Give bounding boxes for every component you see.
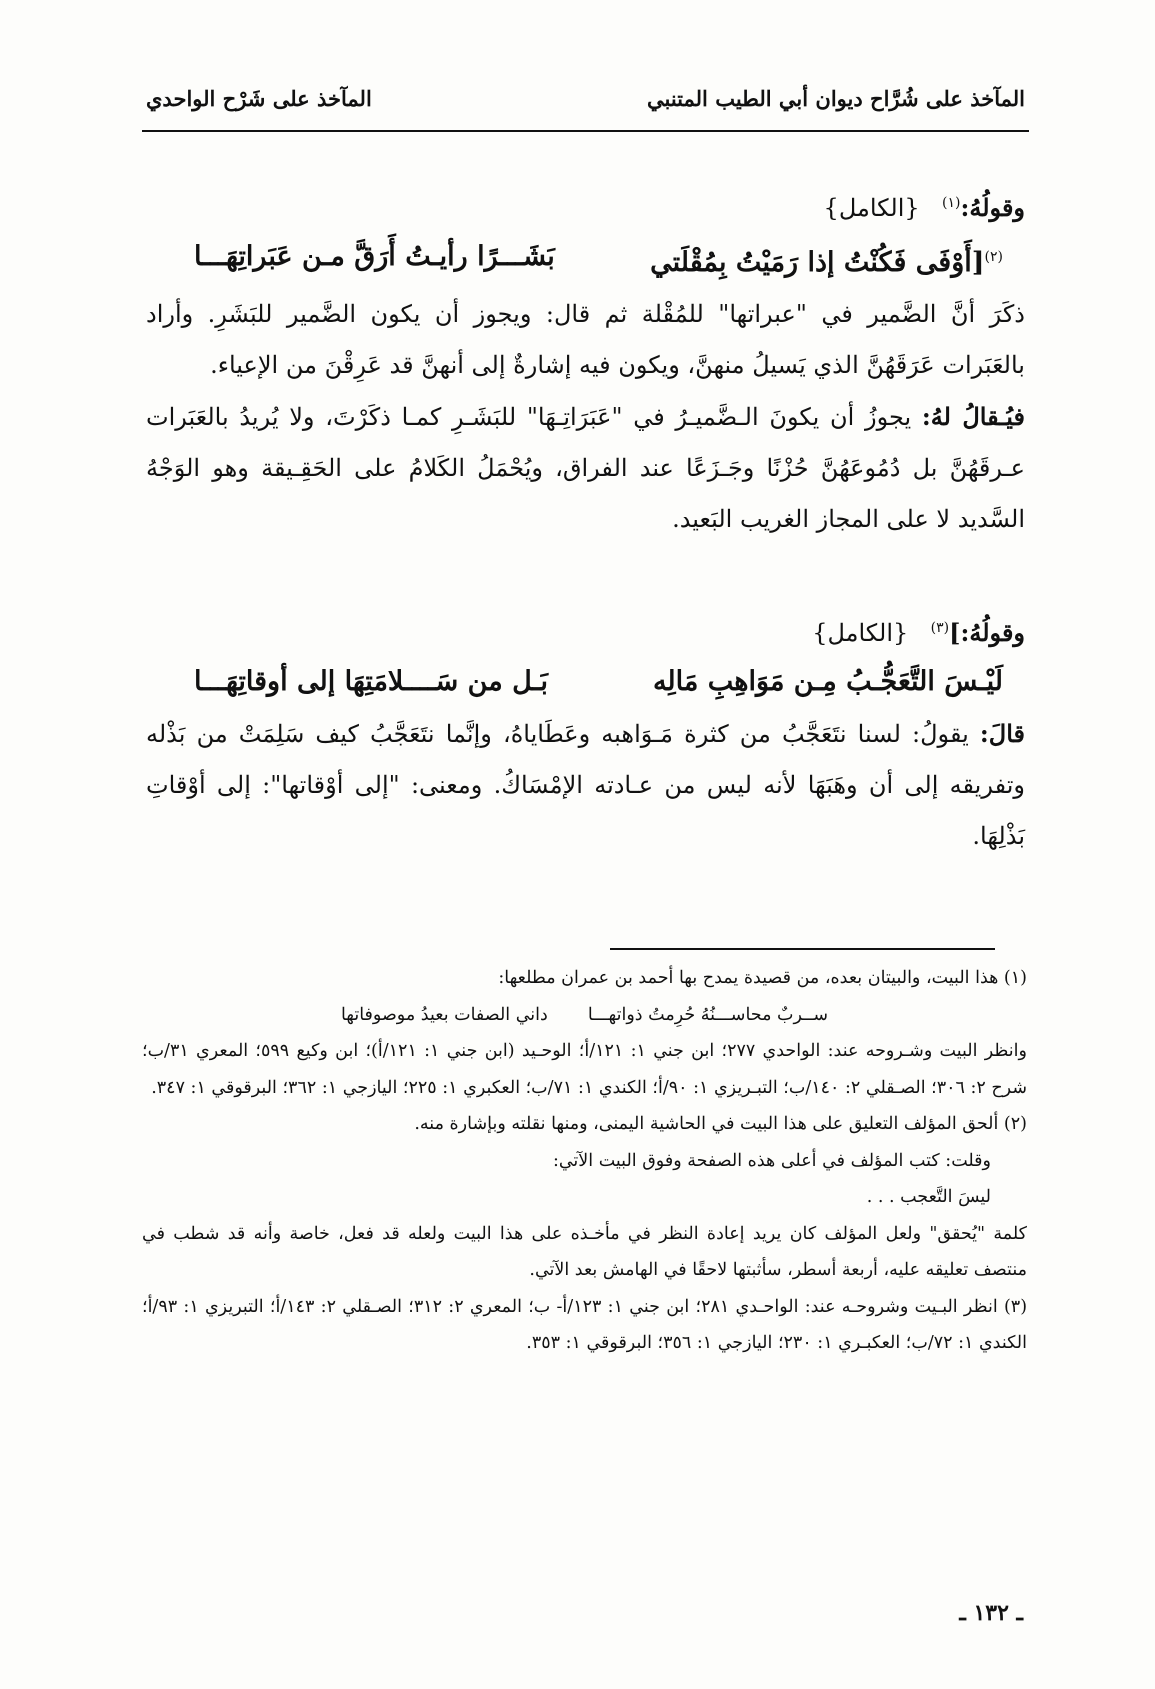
bracket-mark: ] bbox=[949, 618, 961, 647]
verse-1 bbox=[146, 231, 1025, 289]
header-rule bbox=[142, 130, 1029, 132]
running-header bbox=[146, 86, 1025, 111]
header-chapter-title: المآخذ على شَرْح الواحدي bbox=[146, 86, 372, 111]
paragraph-3 bbox=[146, 708, 1025, 862]
paragraph-2 bbox=[146, 391, 1025, 545]
header-book-title: المآخذ على شُرَّاح ديوان أبي الطيب المتنبي bbox=[647, 86, 1025, 111]
footnote-2-note: وقلت: كتب المؤلف في أعلى هذه الصفحة وفوق البيت الآتي: bbox=[552, 1150, 991, 1171]
footnote-verse-hemistich-1: ســربٌ محاســـنُهُ حُرِمتُ ذواتهـــا bbox=[587, 1004, 829, 1025]
footnote-ref-2[interactable]: (٢) bbox=[984, 249, 1003, 265]
verse-intro-2 bbox=[146, 605, 1025, 656]
verse-1-hemistich-1: $^{(٢)}$[أَوْفَى فَكُنْتُ إذا رَمَيْتُ بِمُقْلَتي bbox=[650, 247, 1003, 278]
footnote-1-references: وانظر البيت وشـروحه عند: الواحدي ٢٧٧؛ ابن جني ١: ١٢١/أ؛ الوحـيد (ابن جني ١: ١٢١/أ)؛ ابن وكيع ٥٩٩؛ المعري ٣١/ب؛ شرح ٢: ٣٠٦؛ الصـقلي ٢: ١٤٠/ب؛ التبـريزي ١: ٩٠/أ؛ الكندي ١: ٧١/ب؛ العكبري ١: ٢٢٥؛ اليازجي ١: ٣٦٢؛ البرقوقي ١: ٣٤٧. bbox=[142, 1041, 1027, 1098]
paragraph-1: ذكَرَ أنَّ الضَّمير في "عبراتها" للمُقْلة ثم قال: ويجوز أن يكون الضَّمير للبَشَرِ. وأراد بالعَبَرات عَرَقَهُنَّ الذي يَسيلُ منهنَّ، ويكون فيه إشارةٌ إلى أنهنَّ قد عَرِقْنَ من الإعياء. bbox=[146, 300, 1025, 379]
meter-label: {الكامل} bbox=[812, 619, 909, 647]
footnote-1-verse bbox=[142, 997, 1027, 1034]
paragraph-3-lead: قالَ: bbox=[979, 719, 1025, 748]
verse-2 bbox=[146, 656, 1025, 708]
verse-2-hemistich-1: لَيْـسَ التَّعَجُّـبُ مِـن مَوَاهِبِ مَالِه bbox=[652, 666, 1003, 697]
page-number: ـ ١٣٢ ـ bbox=[959, 1600, 1023, 1626]
paragraph-2-text: يجوزُ أن يكونَ الـضَّميـرُ في "عَبَرَاتِـهَا" للبَشَـرِ كمـا ذكَرْتَ، ولا يُريدُ بالعَبَرات عـرقَهُنَّ بل دُمُوعَهُنَّ حُزْنًا وجَـزَعًا عند الفراق، ويُحْمَلُ الكَلامُ على الحَقِـيقة وهو الوَجْهُ السَّديد لا على المجاز الغريب البَعيد. bbox=[146, 403, 1025, 533]
verse-2-hemistich-2: بَـل من سَــــلامَتِهَا إلى أوقاتِهَـــا bbox=[194, 666, 548, 697]
footnote-ref-3[interactable]: (٣) bbox=[930, 620, 950, 636]
verse-intro-1 bbox=[146, 180, 1025, 231]
footnote-3: (٣) انظر البـيت وشروحـه عند: الواحـدي ٢٨١؛ ابن جني ١: ١٢٣/أ- ب؛ المعري ٢: ٣١٢؛ الصـقلي ٢: ١٤٣/أ؛ التبريزي ١: ٩٣/أ؛ الكندي ١: ٧٢/ب؛ العكبـري ١: ٢٣٠؛ اليازجي ١: ٣٥٦؛ البرقوقي ١: ٣٥٣. bbox=[142, 1296, 1028, 1353]
footnote-ref-1[interactable]: (١) bbox=[942, 195, 961, 211]
footnote-2-comment: كلمة "يُحقق" ولعل المؤلف كان يريد إعادة النظر في مأخـذه على هذا البيت ولعله قد فعل، خاصة وأنه قد شطب في منتصف تعليقه عليه، أربعة أسطر، سأثبتها لاحقًا في الهامش بعد الآتي. bbox=[142, 1223, 1027, 1280]
main-text bbox=[146, 180, 1025, 862]
footnote-2-quote: ليسَ التَّعجب . . . bbox=[866, 1187, 991, 1207]
footnotes bbox=[142, 960, 1027, 1362]
footnote-1: (١) هذا البيت، والبيتان بعده، من قصيدة يمدح بها أحمد بن عمران مطلعها: bbox=[498, 968, 1027, 988]
footnote-2: (٢) ألحق المؤلف التعليق على هذا البيت في الحاشية اليمنى، ومنها نقلته وبإشارة منه. bbox=[414, 1114, 1027, 1134]
footnote-verse-hemistich-2: داني الصفات بعيدُ موصوفاتها bbox=[340, 1004, 548, 1025]
verse-intro-lead: وقولُهُ: bbox=[960, 193, 1025, 222]
meter-label: {الكامل} bbox=[823, 194, 920, 222]
paragraph-3-text: يقولُ: لسنا نتَعَجَّبُ من كثرة مَـوَاهبه وعَطَاياهُ، وإنَّما نتَعَجَّبُ كيف سَلِمَتْ من بَذْله وتفريقه إلى أن وهَبَهَا لأنه ليس من عـادته الإمْسَاكُ. ومعنى: "إلى أوْقاتها": إلى أوْقاتِ بَذْلِهَا. bbox=[146, 720, 1025, 850]
verse-intro-lead: وقولُهُ: bbox=[960, 618, 1025, 647]
paragraph-2-lead: فيُـقالُ لهُ: bbox=[921, 402, 1026, 431]
footnote-rule bbox=[610, 948, 995, 950]
verse-1-hemistich-2: بَشَـــرًا رأيـتُ أَرَقَّ مـن عَبَراتِهَـــا bbox=[194, 241, 555, 272]
